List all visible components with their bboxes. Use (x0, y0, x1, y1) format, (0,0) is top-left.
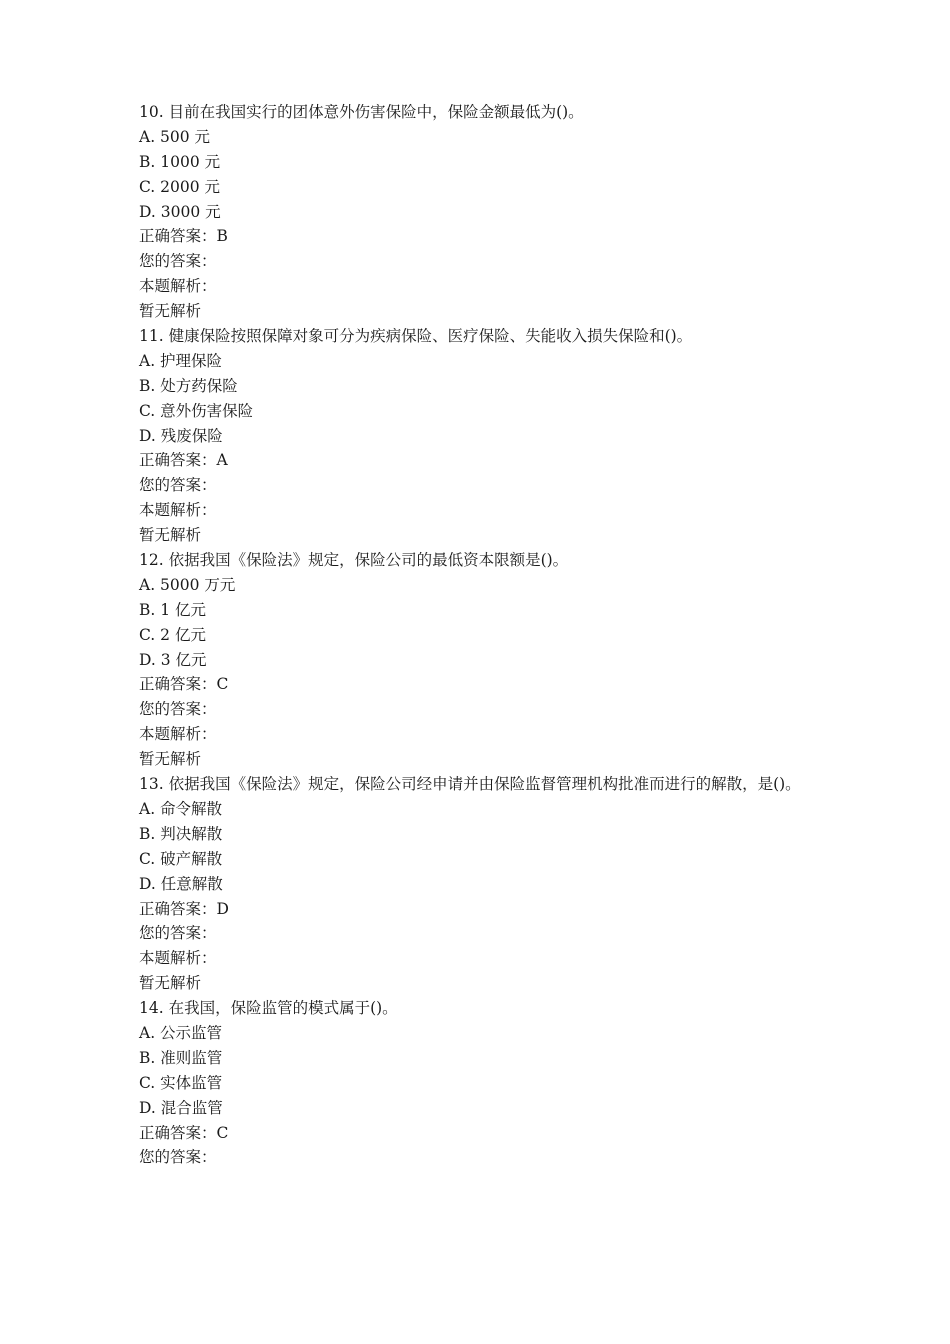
option-b: B. 处方药保险 (139, 376, 238, 395)
option-d: D. 任意解散 (139, 874, 223, 893)
option-a: A. 命令解散 (139, 799, 223, 818)
correct-answer: 正确答案：A (139, 451, 228, 470)
option-d: D. 3 亿元 (139, 650, 207, 669)
question-stem: 12. 依据我国《保险法》规定，保险公司的最低资本限额是()。 (139, 551, 569, 570)
option-d: D. 3000 元 (139, 202, 221, 221)
option-c: C. 意外伤害保险 (139, 401, 254, 420)
your-answer: 您的答案： (139, 1148, 217, 1167)
question-list (139, 100, 819, 1170)
option-a: A. 500 元 (139, 127, 211, 146)
correct-answer: 正确答案：C (139, 1123, 229, 1142)
question-11 (139, 324, 819, 548)
analysis-label: 本题解析： (139, 277, 217, 296)
analysis-text: 暂无解析 (139, 526, 202, 545)
question-stem: 14. 在我国，保险监管的模式属于()。 (139, 999, 398, 1018)
your-answer: 您的答案： (139, 924, 217, 943)
option-c: C. 实体监管 (139, 1073, 223, 1092)
option-b: B. 1000 元 (139, 152, 221, 171)
option-a: A. 公示监管 (139, 1023, 223, 1042)
correct-answer: 正确答案：D (139, 899, 229, 918)
option-b: B. 准则监管 (139, 1048, 223, 1067)
your-answer: 您的答案： (139, 252, 217, 271)
question-stem: 11. 健康保险按照保障对象可分为疾病保险、医疗保险、失能收入损失保险和()。 (139, 327, 693, 346)
analysis-text: 暂无解析 (139, 302, 202, 321)
question-14 (139, 996, 819, 1170)
option-d: D. 残废保险 (139, 426, 223, 445)
analysis-text: 暂无解析 (139, 974, 202, 993)
your-answer: 您的答案： (139, 700, 217, 719)
option-c: C. 2000 元 (139, 177, 221, 196)
question-stem: 13. 依据我国《保险法》规定，保险公司经申请并由保险监督管理机构批准而进行的解散，是()。 (139, 775, 801, 794)
option-a: A. 护理保险 (139, 351, 223, 370)
correct-answer: 正确答案：B (139, 227, 228, 246)
option-c: C. 破产解散 (139, 849, 223, 868)
analysis-label: 本题解析： (139, 725, 217, 744)
your-answer: 您的答案： (139, 476, 217, 495)
question-12 (139, 548, 819, 772)
analysis-label: 本题解析： (139, 501, 217, 520)
question-10 (139, 100, 819, 324)
question-13 (139, 772, 819, 996)
option-a: A. 5000 万元 (139, 575, 236, 594)
analysis-text: 暂无解析 (139, 750, 202, 769)
option-b: B. 1 亿元 (139, 600, 207, 619)
option-c: C. 2 亿元 (139, 625, 206, 644)
question-stem: 10. 目前在我国实行的团体意外伤害保险中，保险金额最低为()。 (139, 103, 584, 121)
option-b: B. 判决解散 (139, 824, 223, 843)
option-d: D. 混合监管 (139, 1098, 223, 1117)
correct-answer: 正确答案：C (139, 675, 229, 694)
analysis-label: 本题解析： (139, 949, 217, 968)
